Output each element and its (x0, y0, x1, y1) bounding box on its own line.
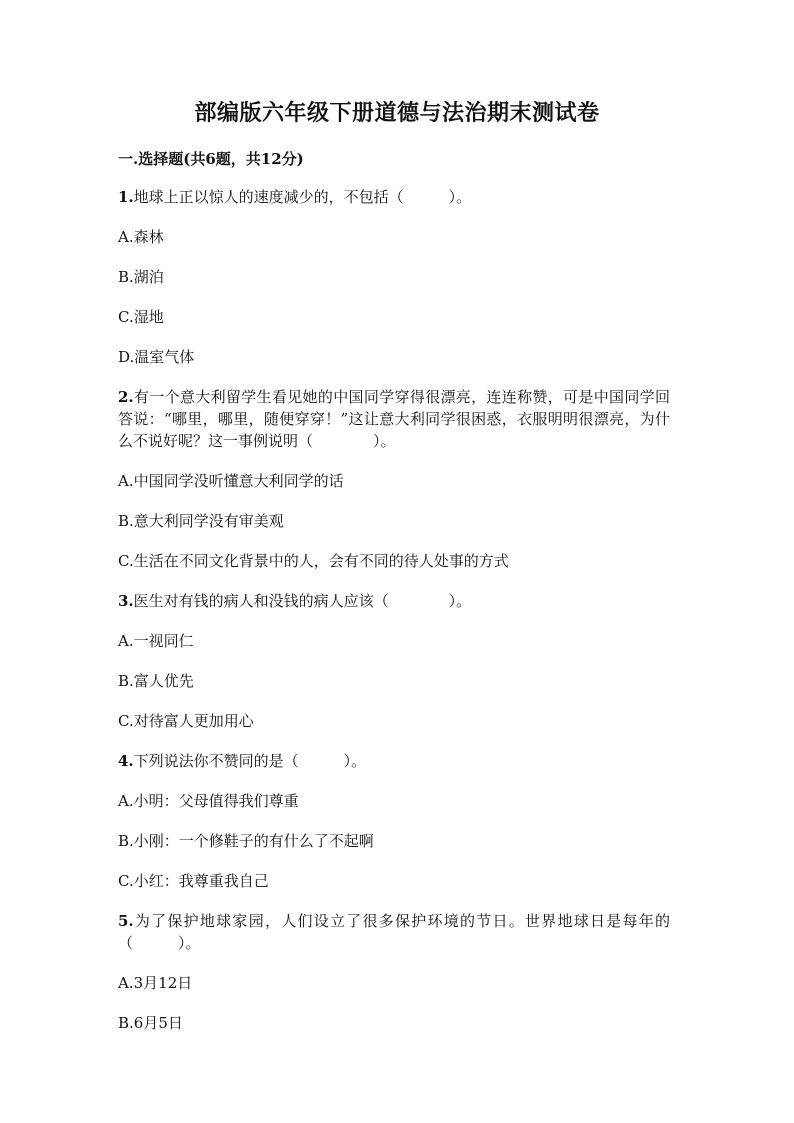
question-list (118, 186, 670, 1052)
question-text: 为了保护地球家园，人们设立了很多保护环境的节日。世界地球日是每年的（ ）。 (118, 912, 670, 952)
question-number: 3. (118, 592, 134, 610)
option-5a: A.3月12日 (118, 974, 193, 992)
question-text: 医生对有钱的病人和没钱的病人应该（ ）。 (133, 592, 472, 610)
question-2 (118, 386, 670, 452)
question-number: 1. (118, 188, 134, 206)
option-1a: A.森林 (118, 228, 164, 246)
question-number: 2. (118, 388, 134, 406)
option-1c: C.湿地 (118, 308, 164, 326)
question-4 (118, 750, 670, 772)
option-2b: B.意大利同学没有审美观 (118, 512, 284, 530)
question-number: 5. (118, 912, 134, 930)
page-title: 部编版六年级下册道德与法治期末测试卷 (194, 100, 600, 126)
section-heading: 一.选择题(共6题，共12分) (118, 150, 304, 168)
question-1 (118, 186, 670, 208)
option-4c: C.小红：我尊重我自己 (118, 872, 269, 890)
option-3b: B.富人优先 (118, 672, 194, 690)
option-1d: D.温室气体 (118, 348, 195, 366)
option-2c: C.生活在不同文化背景中的人，会有不同的待人处事的方式 (118, 552, 509, 570)
question-text: 下列说法你不赞同的是（ ）。 (133, 752, 367, 770)
option-1b: B.湖泊 (118, 268, 164, 286)
option-3a: A.一视同仁 (118, 632, 194, 650)
question-number: 4. (118, 752, 134, 770)
question-text: 地球上正以惊人的速度减少的，不包括（ ）。 (133, 188, 472, 206)
option-4b: B.小刚：一个修鞋子的有什么了不起啊 (118, 832, 374, 850)
option-3c: C.对待富人更加用心 (118, 712, 254, 730)
option-5b: B.6月5日 (118, 1014, 183, 1032)
question-text: 有一个意大利留学生看见她的中国同学穿得很漂亮，连连称赞，可是中国同学回答说：“哪里，哪里，随便穿穿！”这让意大利同学很困惑，衣服明明很漂亮，为什么不说好呢？这一事例说明（ ）。 (118, 388, 670, 450)
option-2a: A.中国同学没听懂意大利同学的话 (118, 472, 344, 490)
question-5 (118, 910, 670, 954)
option-4a: A.小明：父母值得我们尊重 (118, 792, 299, 810)
question-3 (118, 590, 670, 612)
